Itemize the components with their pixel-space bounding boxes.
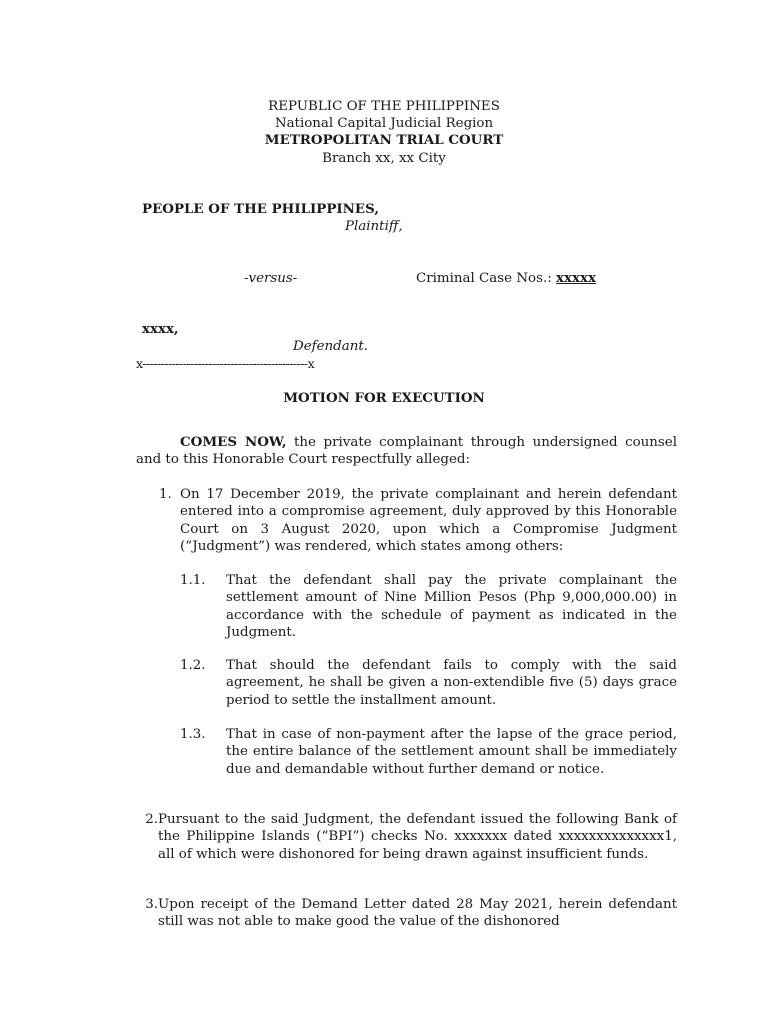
intro-lead: COMES NOW, <box>180 434 287 450</box>
document-title: MOTION FOR EXECUTION <box>283 390 485 406</box>
list-item-number: 1. <box>159 487 172 502</box>
case-label: Criminal Case Nos.: <box>416 271 552 286</box>
header-republic: REPUBLIC OF THE PHILIPPINES <box>268 99 500 114</box>
header-branch: Branch xx, xx City <box>322 151 446 166</box>
sub-item-number: 1.2. <box>180 658 206 673</box>
sub-item-text: That the defendant shall pay the private complainant the settlement amount of Nine Million Pesos (Php 9,000,000.00) in accordance with the schedule of payment as indicated in the Judgment. <box>226 573 677 640</box>
sub-item-number: 1.3. <box>180 727 206 742</box>
sub-item-number: 1.1. <box>180 573 206 588</box>
versus-label: -versus- <box>244 271 298 286</box>
case-number-line <box>416 270 596 287</box>
sub-item-text: That in case of non-payment after the lapse of the grace period, the entire balance of the settlement amount shall be immediately due and demandable without further demand or notice. <box>226 727 677 777</box>
list-item-text: On 17 December 2019, the private complainant and herein defendant entered into a compromise agreement, duly approved by this Honorable Court on 3 August 2020, upon which a Compromise Judgment (“Judgment”) was rendered, which states among others: <box>180 487 677 554</box>
case-number: xxxxx <box>556 270 596 286</box>
defendant-role: Defendant. <box>293 339 368 354</box>
list-item-text: Pursuant to the said Judgment, the defendant issued the following Bank of the Philippine Islands (“BPI”) checks No. xxxxxxx dated xxxxxxxxxxxxxx1, all of which were dishonored for being drawn against insufficient funds. <box>158 812 677 862</box>
header-region: National Capital Judicial Region <box>274 116 494 131</box>
intro-paragraph <box>136 434 677 469</box>
list-item-number: 3. <box>145 897 158 912</box>
caption-divider: x---------------------------------------------x <box>136 356 315 371</box>
intro-text: the private complainant through undersigned counsel and to this Honorable Court respectfully alleged: <box>136 435 677 468</box>
plaintiff-role: Plaintiff, <box>345 219 403 234</box>
header-court: METROPOLITAN TRIAL COURT <box>264 132 504 148</box>
plaintiff-name: PEOPLE OF THE PHILIPPINES, <box>142 201 379 217</box>
list-item-number: 2. <box>145 812 158 827</box>
list-item-text: Upon receipt of the Demand Letter dated 28 May 2021, herein defendant still was not able to make good the value of the dishonored <box>158 897 677 930</box>
defendant-name: xxxx, <box>142 321 179 337</box>
sub-item-text: That should the defendant fails to comply with the said agreement, he shall be given a non-extendible five (5) days grace period to settle the installment amount. <box>226 658 677 708</box>
